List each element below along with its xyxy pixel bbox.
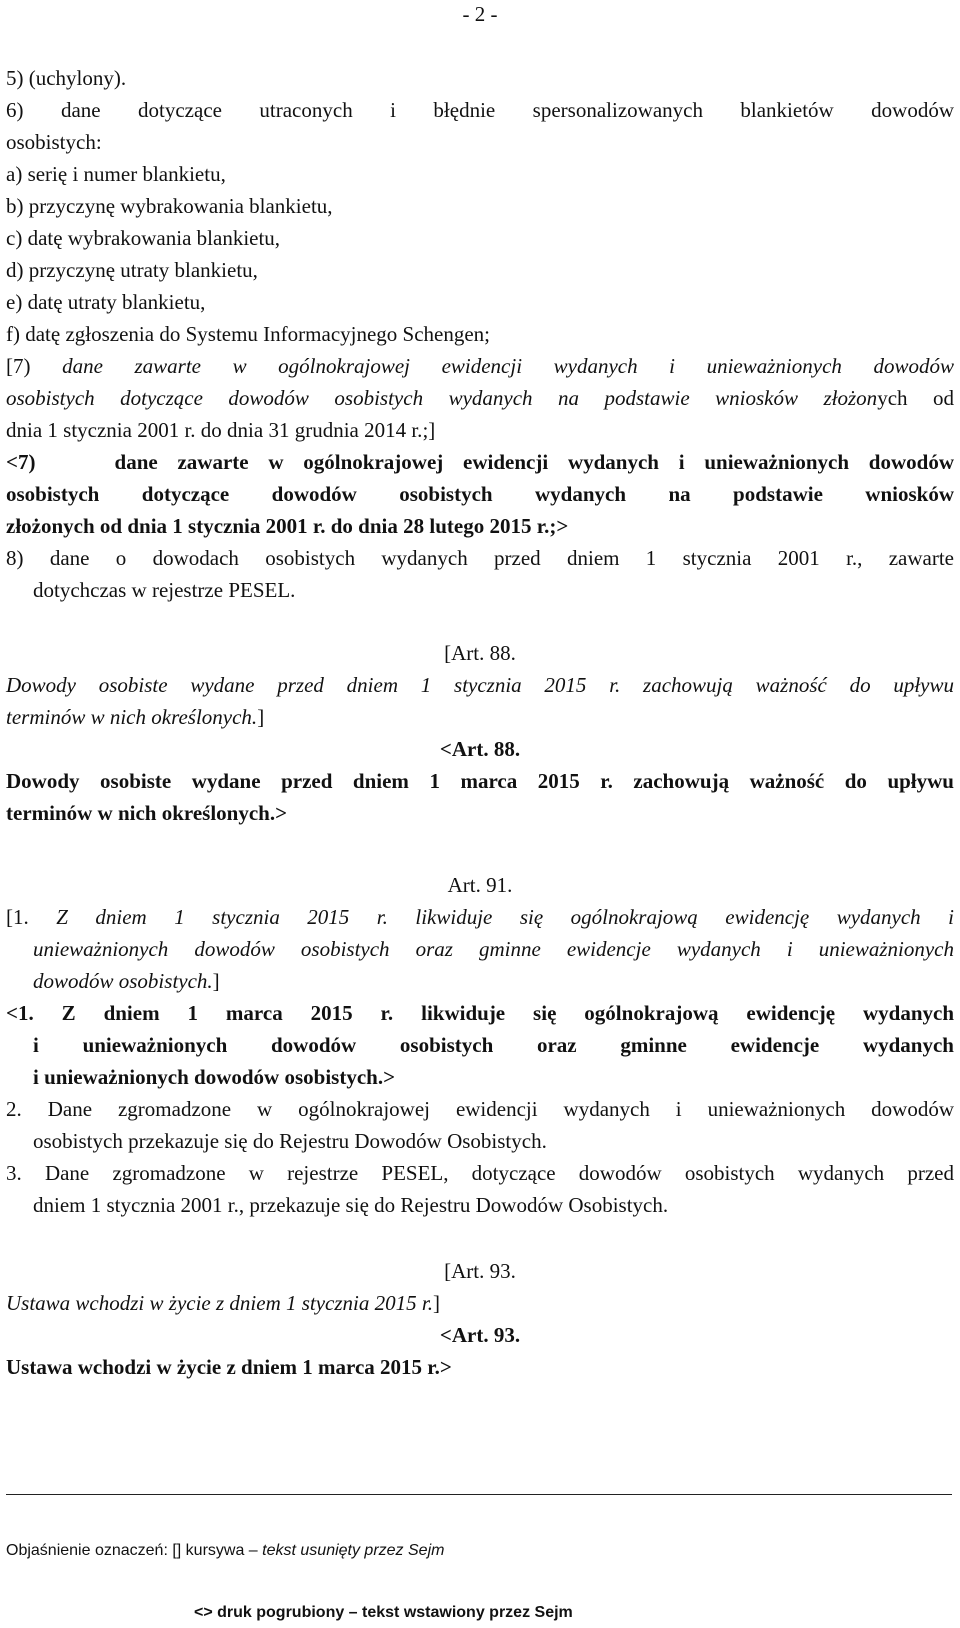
point-7-removed-line-1 xyxy=(6,350,954,382)
art-91-para-3-line-2: dniem 1 stycznia 2001 r., przekazuje się do Rejestru Dowodów Osobistych. xyxy=(33,1193,669,1217)
art-88-added-line-1: Dowody osobiste wydane przed dniem 1 marca 2015 r. zachowują ważność do upływu xyxy=(6,769,954,793)
point-7-added-line-2: osobistych dotyczące dowodów osobistych wydanych na podstawie wniosków xyxy=(6,482,954,506)
point-6-c: c) datę wybrakowania blankietu, xyxy=(6,226,281,250)
bracket-close: ;] xyxy=(422,418,436,442)
legend-brackets: [] kursywa xyxy=(172,1542,245,1559)
point-6-b: b) przyczynę wybrakowania blankietu, xyxy=(6,194,333,218)
art-91-added-line-1: <1. Z dniem 1 marca 2015 r. likwiduje się ogólnokrajową ewidencję wydanych xyxy=(6,1001,954,1025)
art-88-removed-heading: [Art. 88. xyxy=(444,641,516,665)
point-6-f: f) datę zgłoszenia do Systemu Informacyjnego Schengen; xyxy=(6,322,491,346)
art-91-added-line-3: i unieważnionych dowodów osobistych.> xyxy=(33,1065,396,1089)
removed-text: Z dniem 1 stycznia 2015 r. likwiduje się ogólnokrajową ewidencję wydanych i xyxy=(56,905,955,929)
removed-text: osobistych dotyczące dowodów osobistych wydanych na podstawie wniosków złożon xyxy=(6,386,878,410)
art-91-added-line-2: i unieważnionych dowodów osobistych oraz gminne ewidencje wydanych xyxy=(33,1033,954,1057)
point-8-line-1: 8) dane o dowodach osobistych wydanych przed dniem 1 stycznia 2001 r., zawarte xyxy=(6,546,954,570)
removed-text: Ustawa wchodzi w życie z dniem 1 stycznia 2015 r. xyxy=(6,1291,433,1315)
removed-text: dane zawarte w ogólnokrajowej ewidencji wydanych i unieważnionych dowodów xyxy=(62,354,955,378)
bracket-close: ] xyxy=(257,705,265,729)
art-88-removed-line-2 xyxy=(6,701,954,733)
legend-dash: – xyxy=(244,1542,263,1559)
legend-removed xyxy=(6,1536,956,1566)
legend-removed-text: tekst usunięty przez Sejm xyxy=(262,1542,445,1559)
document-body xyxy=(6,62,954,1383)
point-6-d: d) przyczynę utraty blankietu, xyxy=(6,258,258,282)
point-7-added-line-1: <7) dane zawarte w ogólnokrajowej ewidencji wydanych i unieważnionych dowodów xyxy=(6,450,954,474)
point-6-line-2: osobistych: xyxy=(6,130,102,154)
point-8-line-2: dotychczas w rejestrze PESEL. xyxy=(33,578,296,602)
point-7-removed-line-2 xyxy=(6,382,954,414)
art-91-para-2-line-2: osobistych przekazuje się do Rejestru Dowodów Osobistych. xyxy=(33,1129,547,1153)
legend-added: <> druk pogrubiony – tekst wstawiony przez Sejm xyxy=(194,1604,573,1621)
art-91-para-3-line-1: 3. Dane zgromadzone w rejestrze PESEL, dotyczące dowodów osobistych wydanych przed xyxy=(6,1161,954,1185)
art-91-removed-line-2: unieważnionych dowodów osobistych oraz gminne ewidencje wydanych i unieważnionych xyxy=(33,937,954,961)
art-91-para-2-line-1: 2. Dane zgromadzone w ogólnokrajowej ewidencji wydanych i unieważnionych dowodów xyxy=(6,1097,954,1121)
footer-divider xyxy=(6,1494,952,1495)
art-91-heading: Art. 91. xyxy=(447,873,513,897)
point-6-e: e) datę utraty blankietu, xyxy=(6,290,206,314)
point-5: 5) (uchylony). xyxy=(6,66,127,90)
art-93-added-line: Ustawa wchodzi w życie z dniem 1 marca 2015 r.> xyxy=(6,1355,452,1379)
plain-text: dnia 1 stycznia 2001 r. do dnia 31 grudnia 2014 r. xyxy=(6,418,423,442)
bracket-open: [1. xyxy=(6,905,29,929)
footer-legend xyxy=(6,1536,956,1628)
page-number: - 2 - xyxy=(462,2,498,26)
bracket-close: ] xyxy=(212,969,220,993)
art-93-removed-line xyxy=(6,1287,954,1319)
art-88-added-heading: <Art. 88. xyxy=(439,737,521,761)
removed-text: terminów w nich określonych. xyxy=(6,705,258,729)
point-6-a: a) serię i numer blankietu, xyxy=(6,162,226,186)
art-93-removed-heading: [Art. 93. xyxy=(444,1259,516,1283)
art-91-removed-line-3 xyxy=(6,965,954,997)
removed-text: dowodów osobistych. xyxy=(33,969,213,993)
point-7-added-line-3: złożonych od dnia 1 stycznia 2001 r. do dnia 28 lutego 2015 r.;> xyxy=(6,514,569,538)
bracket-open: [7) xyxy=(6,354,31,378)
legend-label: Objaśnienie oznaczeń: xyxy=(6,1542,168,1559)
art-88-added-line-2: terminów w nich określonych.> xyxy=(6,801,288,825)
plain-text: ych od xyxy=(877,386,954,410)
point-7-removed-line-3 xyxy=(6,414,954,446)
point-6-line-1: 6) dane dotyczące utraconych i błędnie spersonalizowanych blankietów dowodów xyxy=(6,98,954,122)
art-88-removed-line-1: Dowody osobiste wydane przed dniem 1 stycznia 2015 r. zachowują ważność do upływu xyxy=(6,673,954,697)
art-93-added-heading: <Art. 93. xyxy=(439,1323,521,1347)
art-91-removed-line-1 xyxy=(6,901,954,933)
bracket-close: ] xyxy=(432,1291,440,1315)
